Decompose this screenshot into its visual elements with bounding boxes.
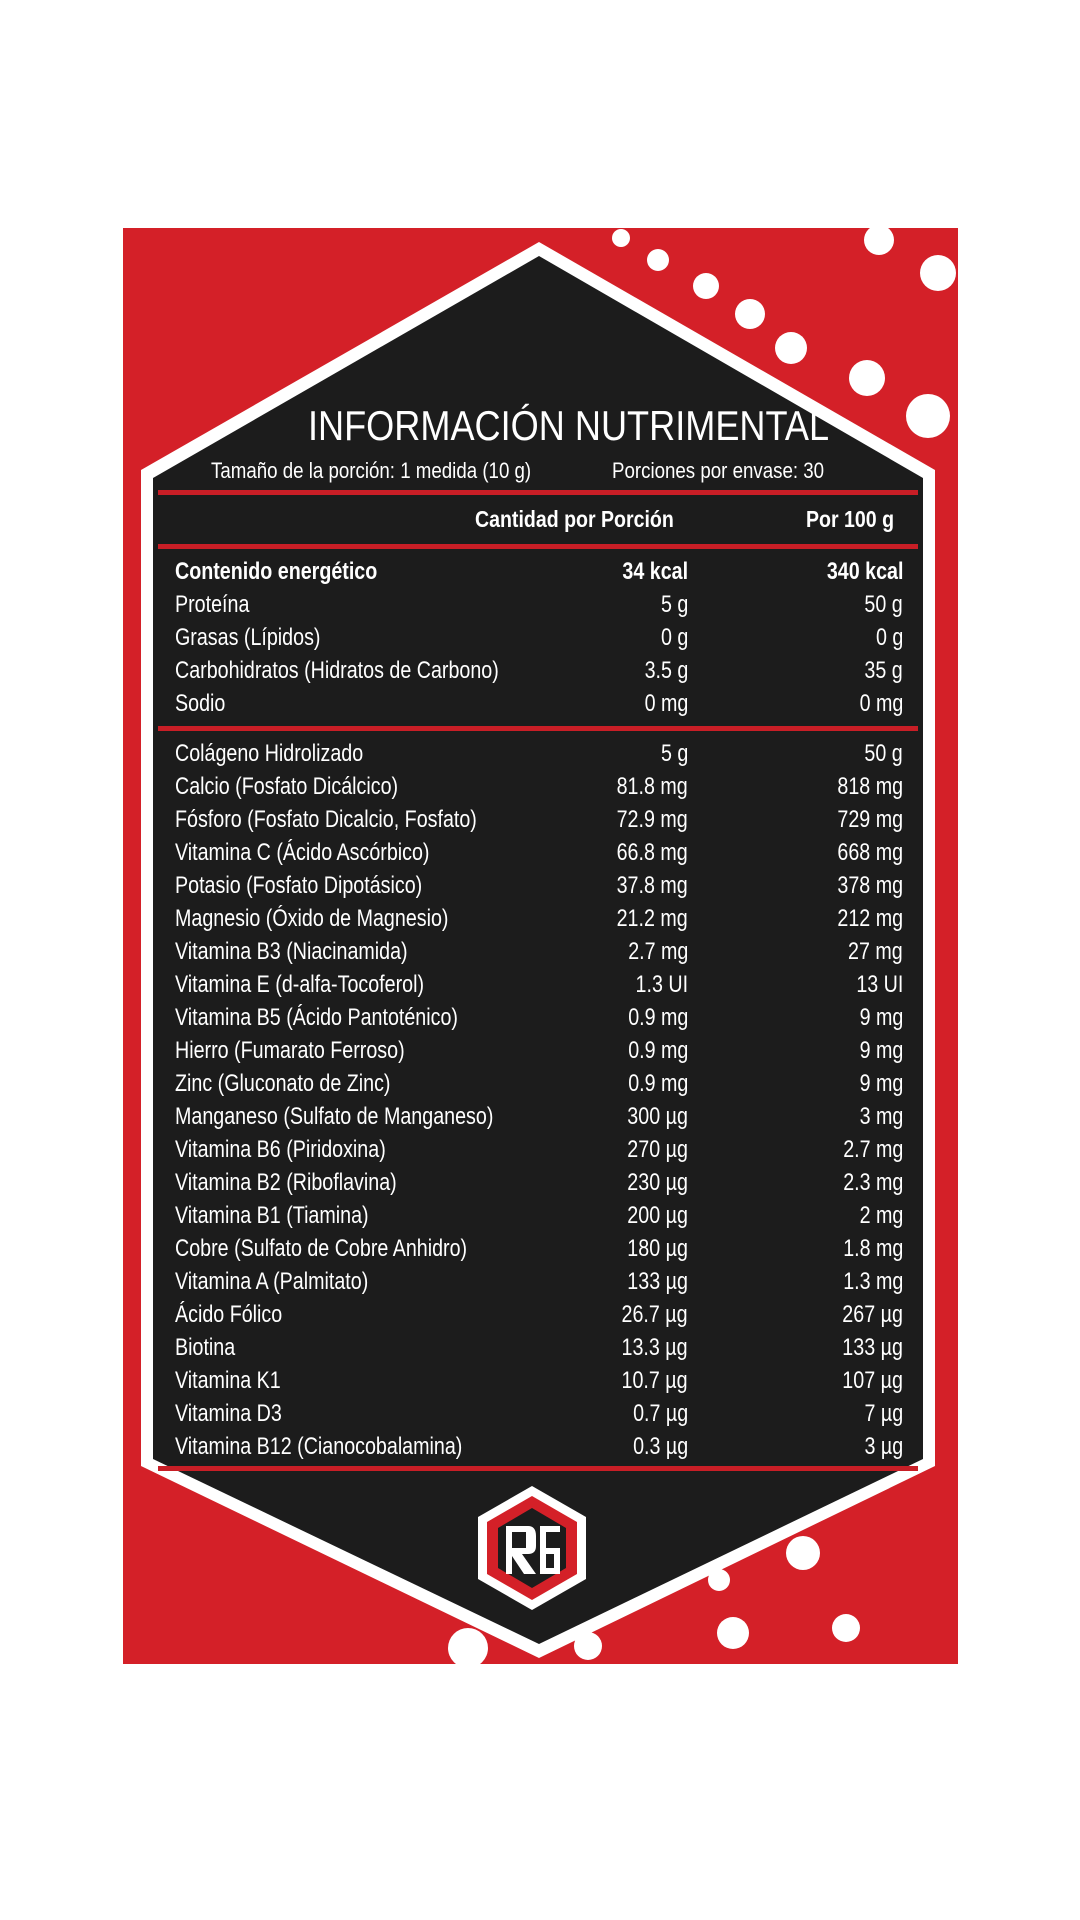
- value-per-serving: 3.5 g: [644, 657, 688, 684]
- value-per-100g: 2.3 mg: [842, 1169, 903, 1196]
- value-per-serving: 0.3 µg: [632, 1433, 688, 1460]
- value-per-serving: 5 g: [660, 591, 688, 618]
- value-per-100g: 2.7 mg: [842, 1136, 903, 1163]
- value-per-serving: 133 µg: [627, 1268, 688, 1295]
- value-per-100g: 9 mg: [859, 1070, 903, 1097]
- value-per-100g: 212 mg: [837, 905, 903, 932]
- nutrient-name: Vitamina A (Palmitato): [175, 1268, 369, 1295]
- value-per-serving: 0.7 µg: [632, 1400, 688, 1427]
- label-title: INFORMACIÓN NUTRIMENTAL: [308, 402, 830, 449]
- nutrient-name: Magnesio (Óxido de Magnesio): [175, 905, 449, 932]
- value-per-100g: 267 µg: [842, 1301, 903, 1328]
- value-per-100g: 1.3 mg: [842, 1268, 903, 1295]
- rule-middle: [158, 726, 918, 731]
- nutrient-name: Vitamina K1: [175, 1367, 281, 1394]
- value-per-100g: 1.8 mg: [842, 1235, 903, 1262]
- value-per-100g: 107 µg: [842, 1367, 903, 1394]
- value-per-serving: 5 g: [660, 740, 688, 767]
- value-per-serving: 72.9 mg: [616, 806, 688, 833]
- value-per-100g: 340 kcal: [826, 558, 903, 585]
- value-per-serving: 2.7 mg: [627, 938, 688, 965]
- nutrient-name: Calcio (Fosfato Dicálcico): [175, 773, 399, 800]
- value-per-serving: 180 µg: [627, 1235, 688, 1262]
- value-per-100g: 378 mg: [837, 872, 903, 899]
- nutrient-name: Ácido Fólico: [175, 1301, 283, 1328]
- nutrient-name: Vitamina B5 (Ácido Pantoténico): [175, 1004, 458, 1031]
- value-per-100g: 13 UI: [855, 971, 903, 998]
- nutrient-name: Vitamina B1 (Tiamina): [175, 1202, 369, 1229]
- nutrient-name: Potasio (Fosfato Dipotásico): [175, 872, 423, 899]
- value-per-100g: 9 mg: [859, 1004, 903, 1031]
- value-per-serving: 66.8 mg: [616, 839, 688, 866]
- value-per-100g: 668 mg: [837, 839, 903, 866]
- value-per-serving: 0.9 mg: [627, 1037, 688, 1064]
- nutrient-name: Zinc (Gluconato de Zinc): [175, 1070, 391, 1097]
- value-per-serving: 10.7 µg: [621, 1367, 688, 1394]
- nutrient-name: Contenido energético: [175, 558, 378, 585]
- value-per-serving: 13.3 µg: [621, 1334, 688, 1361]
- value-per-100g: 7 µg: [864, 1400, 903, 1427]
- nutrient-name: Vitamina B12 (Cianocobalamina): [175, 1433, 463, 1460]
- value-per-serving: 1.3 UI: [635, 971, 688, 998]
- nutrient-name: Fósforo (Fosfato Dicalcio, Fosfato): [175, 806, 477, 833]
- nutrient-name: Vitamina D3: [175, 1400, 282, 1427]
- nutrient-name: Vitamina B2 (Riboflavina): [175, 1169, 397, 1196]
- value-per-100g: 729 mg: [837, 806, 903, 833]
- rule-under-header: [158, 544, 918, 549]
- value-per-100g: 50 g: [864, 591, 903, 618]
- value-per-serving: 270 µg: [627, 1136, 688, 1163]
- value-per-serving: 0 mg: [644, 690, 688, 717]
- value-per-serving: 26.7 µg: [621, 1301, 688, 1328]
- nutrient-name: Vitamina E (d-alfa-Tocoferol): [175, 971, 425, 998]
- value-per-100g: 27 mg: [848, 938, 903, 965]
- nutrient-name: Colágeno Hidrolizado: [175, 740, 364, 767]
- value-per-serving: 37.8 mg: [616, 872, 688, 899]
- nutrient-name: Cobre (Sulfato de Cobre Anhidro): [175, 1235, 468, 1262]
- value-per-100g: 133 µg: [842, 1334, 903, 1361]
- value-per-100g: 0 mg: [859, 690, 903, 717]
- value-per-100g: 2 mg: [859, 1202, 903, 1229]
- value-per-100g: 50 g: [864, 740, 903, 767]
- value-per-serving: 300 µg: [627, 1103, 688, 1130]
- servings-per-container: Porciones por envase: 30: [612, 458, 825, 483]
- nutrient-name: Carbohidratos (Hidratos de Carbono): [175, 657, 499, 684]
- value-per-serving: 0.9 mg: [627, 1070, 688, 1097]
- value-per-serving: 230 µg: [627, 1169, 688, 1196]
- value-per-serving: 200 µg: [627, 1202, 688, 1229]
- nutrition-label: [123, 228, 958, 1664]
- nutrient-name: Manganeso (Sulfato de Manganeso): [175, 1103, 494, 1130]
- value-per-serving: 0.9 mg: [627, 1004, 688, 1031]
- nutrient-name: Vitamina B3 (Niacinamida): [175, 938, 408, 965]
- value-per-serving: 81.8 mg: [616, 773, 688, 800]
- column-header-per-100g: Por 100 g: [806, 506, 895, 532]
- column-header-per-serving: Cantidad por Porción: [475, 506, 674, 532]
- value-per-serving: 34 kcal: [622, 558, 688, 585]
- value-per-100g: 3 mg: [859, 1103, 903, 1130]
- value-per-100g: 35 g: [864, 657, 903, 684]
- nutrient-name: Biotina: [175, 1334, 236, 1361]
- nutrient-name: Grasas (Lípidos): [175, 624, 321, 651]
- value-per-100g: 9 mg: [859, 1037, 903, 1064]
- value-per-100g: 0 g: [875, 624, 903, 651]
- nutrient-name: Hierro (Fumarato Ferroso): [175, 1037, 405, 1064]
- rule-top: [158, 490, 918, 495]
- value-per-serving: 21.2 mg: [616, 905, 688, 932]
- rule-bottom: [158, 1466, 918, 1471]
- nutrient-name: Vitamina C (Ácido Ascórbico): [175, 839, 430, 866]
- nutrient-name: Sodio: [175, 690, 226, 717]
- nutrient-name: Vitamina B6 (Piridoxina): [175, 1136, 386, 1163]
- nutrient-name: Proteína: [175, 591, 250, 618]
- serving-size: Tamaño de la porción: 1 medida (10 g): [211, 458, 532, 483]
- value-per-100g: 3 µg: [864, 1433, 903, 1460]
- value-per-100g: 818 mg: [837, 773, 903, 800]
- value-per-serving: 0 g: [660, 624, 688, 651]
